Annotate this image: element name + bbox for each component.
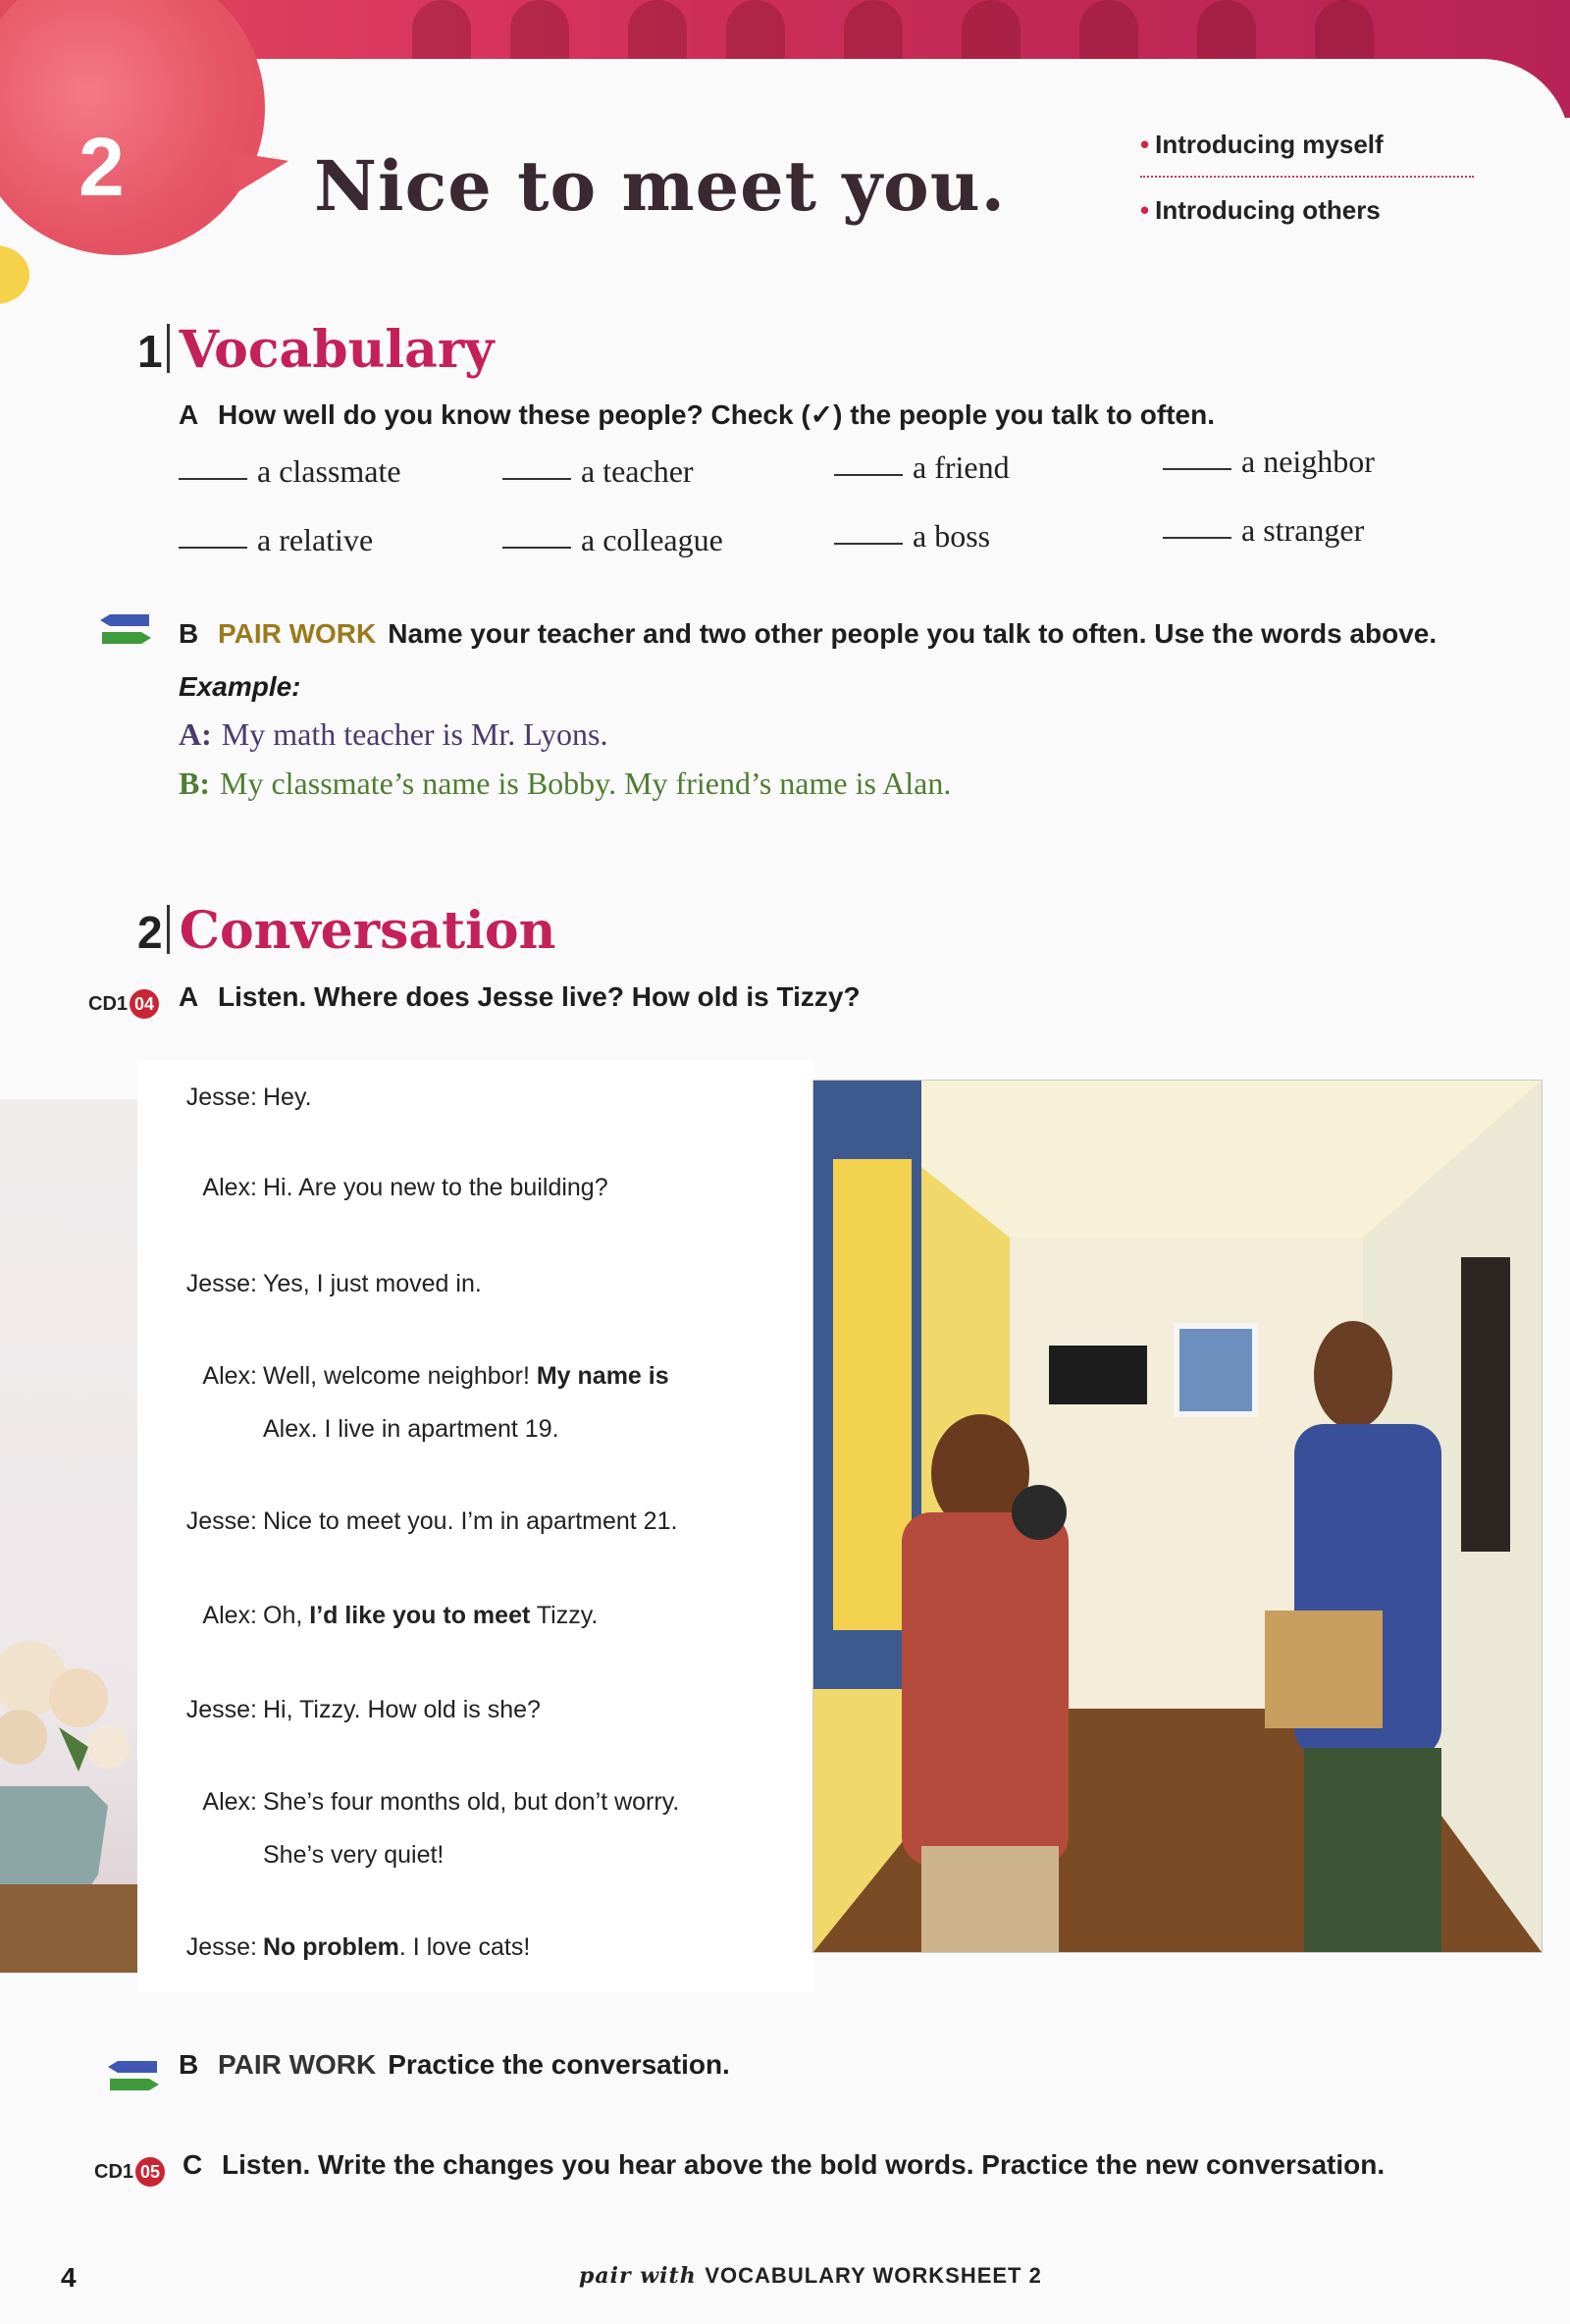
vocab-item[interactable]: a boss: [834, 518, 990, 555]
vocab-item[interactable]: a stranger: [1163, 512, 1364, 549]
task-2c: C Listen. Write the changes you hear above the bold words. Practice the new conversation.: [183, 2149, 1386, 2180]
goal-item: • Introducing myself: [1140, 130, 1384, 159]
check-blank[interactable]: [502, 547, 571, 549]
footer-worksheet-ref: pair with VOCABULARY WORKSHEET 2: [579, 2263, 1042, 2289]
hallway-illustration: [812, 1080, 1543, 1953]
section-heading-vocabulary: 1 Vocabulary: [137, 320, 495, 380]
vocab-item[interactable]: a teacher: [502, 453, 694, 490]
pair-work-icon: [98, 610, 153, 650]
check-blank[interactable]: [179, 478, 247, 480]
dialog-line: Jesse: Yes, I just moved in.: [185, 1270, 482, 1297]
dialog-line: Alex: Hi. Are you new to the building?: [202, 1174, 608, 1201]
unit-number: 2: [78, 121, 125, 213]
dialog-line: Alex: She’s four months old, but don’t worry.: [202, 1788, 680, 1816]
dialog-line: Jesse: Nice to meet you. I’m in apartment 21.: [185, 1507, 678, 1535]
bullet-icon: •: [1140, 130, 1150, 159]
vocab-item[interactable]: a neighbor: [1163, 444, 1375, 480]
vocab-item[interactable]: a classmate: [179, 453, 401, 490]
check-blank[interactable]: [1163, 537, 1231, 539]
vocab-item[interactable]: a friend: [834, 449, 1010, 486]
section-heading-conversation: 2 Conversation: [137, 901, 556, 961]
vocab-item[interactable]: a colleague: [502, 522, 723, 558]
task-1b: B PAIR WORK Name your teacher and two other people you talk to often. Use the words above.: [179, 618, 1438, 649]
heading-bar: [167, 905, 170, 954]
dialog-line-continued: She’s very quiet!: [263, 1841, 445, 1869]
flower-vase-icon: [0, 1099, 137, 1973]
task-2a: A Listen. Where does Jesse live? How old is Tizzy?: [179, 981, 861, 1012]
heading-bar: [167, 324, 170, 373]
unit-goals: [1140, 126, 1474, 236]
bubble-tail: [228, 143, 292, 194]
example-line-b: B: My classmate’s name is Bobby. My friend’s name is Alan.: [179, 766, 952, 801]
audio-track-badge[interactable]: CD1 04: [88, 989, 159, 1019]
check-blank[interactable]: [179, 547, 247, 549]
dialog-line: Alex: Well, welcome neighbor! My name is: [202, 1362, 669, 1390]
bullet-icon: •: [1140, 195, 1150, 225]
check-blank[interactable]: [502, 478, 571, 480]
goal-item: • Introducing others: [1140, 195, 1381, 225]
dialog-line: Alex: Oh, I’d like you to meet Tizzy.: [202, 1602, 599, 1629]
check-blank[interactable]: [834, 543, 903, 545]
unit-title: Nice to meet you.: [314, 145, 1006, 227]
check-blank[interactable]: [1163, 468, 1231, 470]
check-blank[interactable]: [834, 474, 903, 476]
task-2b: B PAIR WORK Practice the conversation.: [179, 2049, 730, 2080]
audio-track-badge[interactable]: CD1 05: [94, 2157, 165, 2187]
task-1a: A How well do you know these people? Check (✓) the people you talk to often.: [179, 399, 1215, 430]
pair-work-icon: [106, 2057, 161, 2096]
example-label: Example:: [179, 671, 301, 702]
hallway-scene-icon: [813, 1081, 1542, 1952]
dialog-line: Jesse: No problem. I love cats!: [185, 1933, 531, 1961]
flower-vase-illustration: [0, 1099, 137, 1973]
dialog-line: Jesse: Hi, Tizzy. How old is she?: [185, 1696, 541, 1723]
goal-divider: [1140, 176, 1474, 178]
example-line-a: A: My math teacher is Mr. Lyons.: [179, 716, 608, 752]
dialog-line: Jesse: Hey.: [185, 1083, 312, 1111]
vocab-item[interactable]: a relative: [179, 522, 373, 558]
page-number: 4: [61, 2262, 77, 2293]
dialog-line-continued: Alex. I live in apartment 19.: [263, 1415, 559, 1443]
